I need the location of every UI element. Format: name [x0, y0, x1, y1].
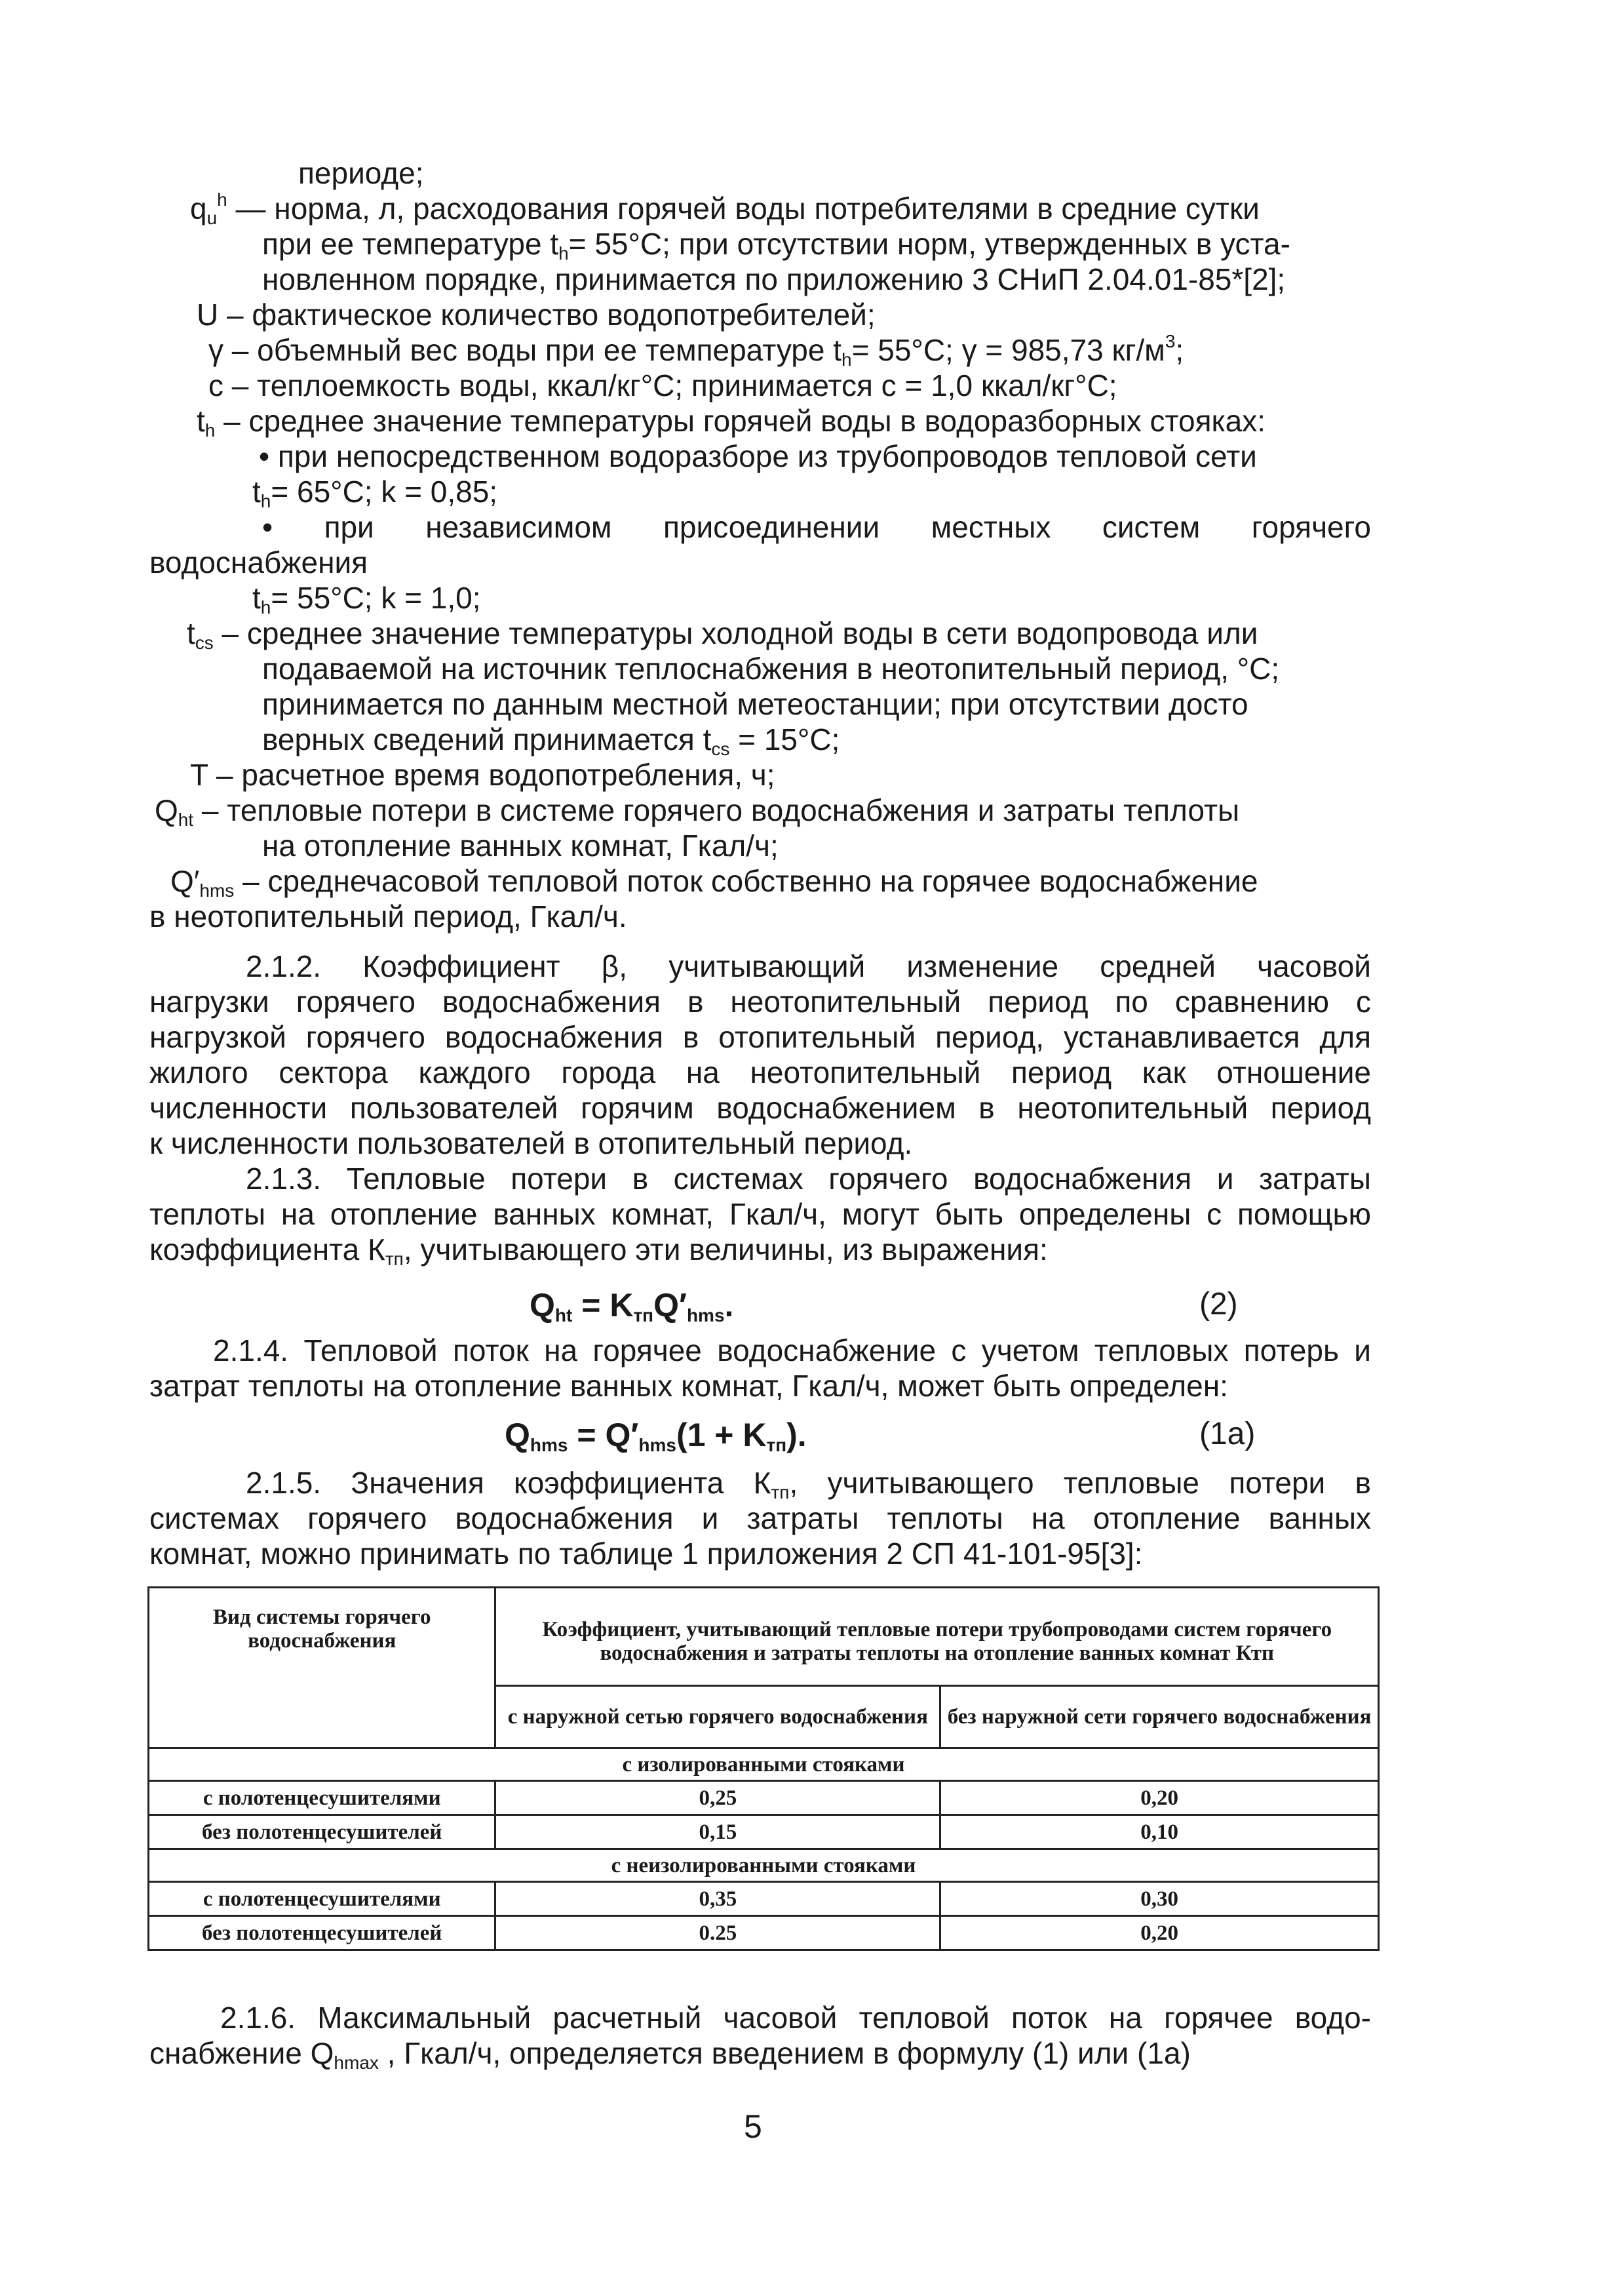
coefficient-table: [147, 1586, 1380, 1951]
paragraph-line: 2.1.3. Тепловые потери в системах горячего водоснабжения и затраты: [246, 1162, 1371, 1196]
cell-value: 0,20: [940, 1781, 1379, 1815]
text-line: $t_h= 55^\circ C$; k = 1,0;: [252, 581, 481, 618]
text-line: $t_h$ – среднее значение температуры горячей воды в водоразборных стояках:: [197, 404, 1266, 441]
paragraph-line: 2.1.2. Коэффициент β, учитывающий изменение средней часовой: [246, 949, 1371, 983]
text-line: $t_h= 65^\circ C$; k = 0,85;: [252, 475, 498, 511]
paragraph-line: 2.1.5. Значения коэффициента $К_{тп}$, учитывающего тепловые потери в: [246, 1466, 1371, 1502]
text-line: γ – объемный вес воды при ее температуре $t_h= 55^\circ C$; γ = 985,73 $кг/м^3$;: [208, 331, 1184, 370]
paragraph-line: системах горячего водоснабжения и затраты теплоты на отопление ванных: [149, 1501, 1371, 1535]
paragraph-line: снабжение $Q_{hmax}$ , Гкал/ч, определяется введением в формулу (1) или (1a): [149, 2036, 1191, 2073]
text-line: $Q_{ht}$ – тепловые потери в системе горячего водоснабжения и затраты теплоты: [155, 793, 1240, 830]
header-coefficient: Коэффициент, учитывающий тепловые потери трубопроводами систем горячего водоснабжения и затраты теплоты на отопление ванных комнат Ктп: [495, 1588, 1379, 1686]
paragraph-line: комнат, можно принимать по таблице 1 приложения 2 СП 41-101-95[3]:: [149, 1537, 1143, 1571]
group-uninsulated-risers: с неизолированными стояками: [149, 1849, 1379, 1882]
text-line: верных сведений принимается $t_{cs} = 15^\circ C$;: [262, 722, 840, 759]
cell-value: 0,35: [495, 1882, 940, 1916]
text-line: c – теплоемкость воды, ккал/кг°C; принимается с = 1,0 ккал/кг°C;: [208, 368, 1117, 402]
text-line: T – расчетное время водопотребления, ч;: [190, 758, 775, 792]
table-row: [149, 1781, 1379, 1815]
table-row: [149, 1916, 1379, 1950]
cell-value: 0.25: [495, 1916, 940, 1950]
paragraph-line: коэффициента $К_{тп}$, учитывающего эти величины, из выражения:: [149, 1232, 1048, 1269]
paragraph-line: теплоты на отопление ванных комнат, Гкал/ч, могут быть определены с помощью: [149, 1197, 1371, 1231]
paragraph-line: нагрузки горячего водоснабжения в неотопительный период по сравнению с: [149, 985, 1371, 1019]
text-line: на отопление ванных комнат, Гкал/ч;: [262, 829, 779, 863]
text-line: при ее температуре $t_h= 55^\circ C$; при отсутствии норм, утвержденных в уста-: [262, 227, 1290, 264]
text-line: в неотопительный период, Гкал/ч.: [149, 899, 627, 933]
paragraph-line: к численности пользователей в отопительный период.: [149, 1126, 913, 1160]
text-line: • при независимом присоединении местных систем горячего: [262, 510, 1371, 544]
formula-1a: $Q_{hms} = Q'_{hms}(1 + K_{тп})$.: [505, 1417, 807, 1455]
text-line: принимается по данным местной метеостанции; при отсутствии досто: [262, 687, 1248, 721]
paragraph-line: жилого сектора каждого города на неотопительный период как отношение: [149, 1055, 1371, 1089]
equation-number-1a: (1a): [1199, 1417, 1256, 1451]
cell-value: 0,30: [940, 1882, 1379, 1916]
text-line: $Q'_{hms}$ – среднечасовой тепловой поток собственно на горячее водоснабжение: [170, 864, 1258, 901]
header-system-type: Вид системы горячего водоснабжения: [149, 1588, 495, 1748]
row-label: с полотенцесушителями: [149, 1882, 495, 1916]
text-line: $t_{cs}$ – среднее значение температуры холодной воды в сети водопровода или: [187, 616, 1258, 653]
text-line: • при непосредственном водоразборе из трубопроводов тепловой сети: [259, 439, 1257, 473]
cell-value: 0,25: [495, 1781, 940, 1815]
paragraph-line: 2.1.6. Максимальный расчетный часовой тепловой поток на горячее водо-: [220, 2001, 1371, 2035]
paragraph-line: затрат теплоты на отопление ванных комнат, Гкал/ч, может быть определен:: [149, 1369, 1228, 1403]
text-line: подаваемой на источник теплоснабжения в неотопительный период, °C;: [262, 652, 1280, 686]
row-label: с полотенцесушителями: [149, 1781, 495, 1815]
header-with-external-network: с наружной сетью горячего водоснабжения: [495, 1686, 940, 1748]
text-line: U – фактическое количество водопотребителей;: [197, 298, 876, 332]
page-number: 5: [744, 2108, 762, 2145]
cell-value: 0,15: [495, 1815, 940, 1849]
row-label: без полотенцесушителей: [149, 1916, 495, 1950]
formula-2: $Q_{ht} = K_{тп}Q'_{hms}$.: [530, 1287, 734, 1325]
cell-value: 0,20: [940, 1916, 1379, 1950]
text-line: $q_u^h$ — норма, л, расходования горячей воды потребителями в средние сутки: [190, 189, 1260, 228]
paragraph-line: нагрузкой горячего водоснабжения в отопительный период, устанавливается для: [149, 1020, 1371, 1054]
table-row: [149, 1815, 1379, 1849]
paragraph-line: численности пользователей горячим водоснабжением в неотопительный период: [149, 1091, 1371, 1125]
text-line: водоснабжения: [149, 545, 368, 579]
equation-number-2: (2): [1199, 1287, 1238, 1322]
text-line: новленном порядке, принимается по приложению 3 СНиП 2.04.01-85*[2];: [262, 262, 1286, 296]
cell-value: 0,10: [940, 1815, 1379, 1849]
paragraph-line: 2.1.4. Тепловой поток на горячее водоснабжение с учетом тепловых потерь и: [213, 1333, 1371, 1367]
group-insulated-risers: с изолированными стояками: [149, 1748, 1379, 1781]
table-row: [149, 1882, 1379, 1916]
row-label: без полотенцесушителей: [149, 1815, 495, 1849]
header-without-external-network: без наружной сети горячего водоснабжения: [940, 1686, 1379, 1748]
text-line: периоде;: [298, 156, 424, 190]
